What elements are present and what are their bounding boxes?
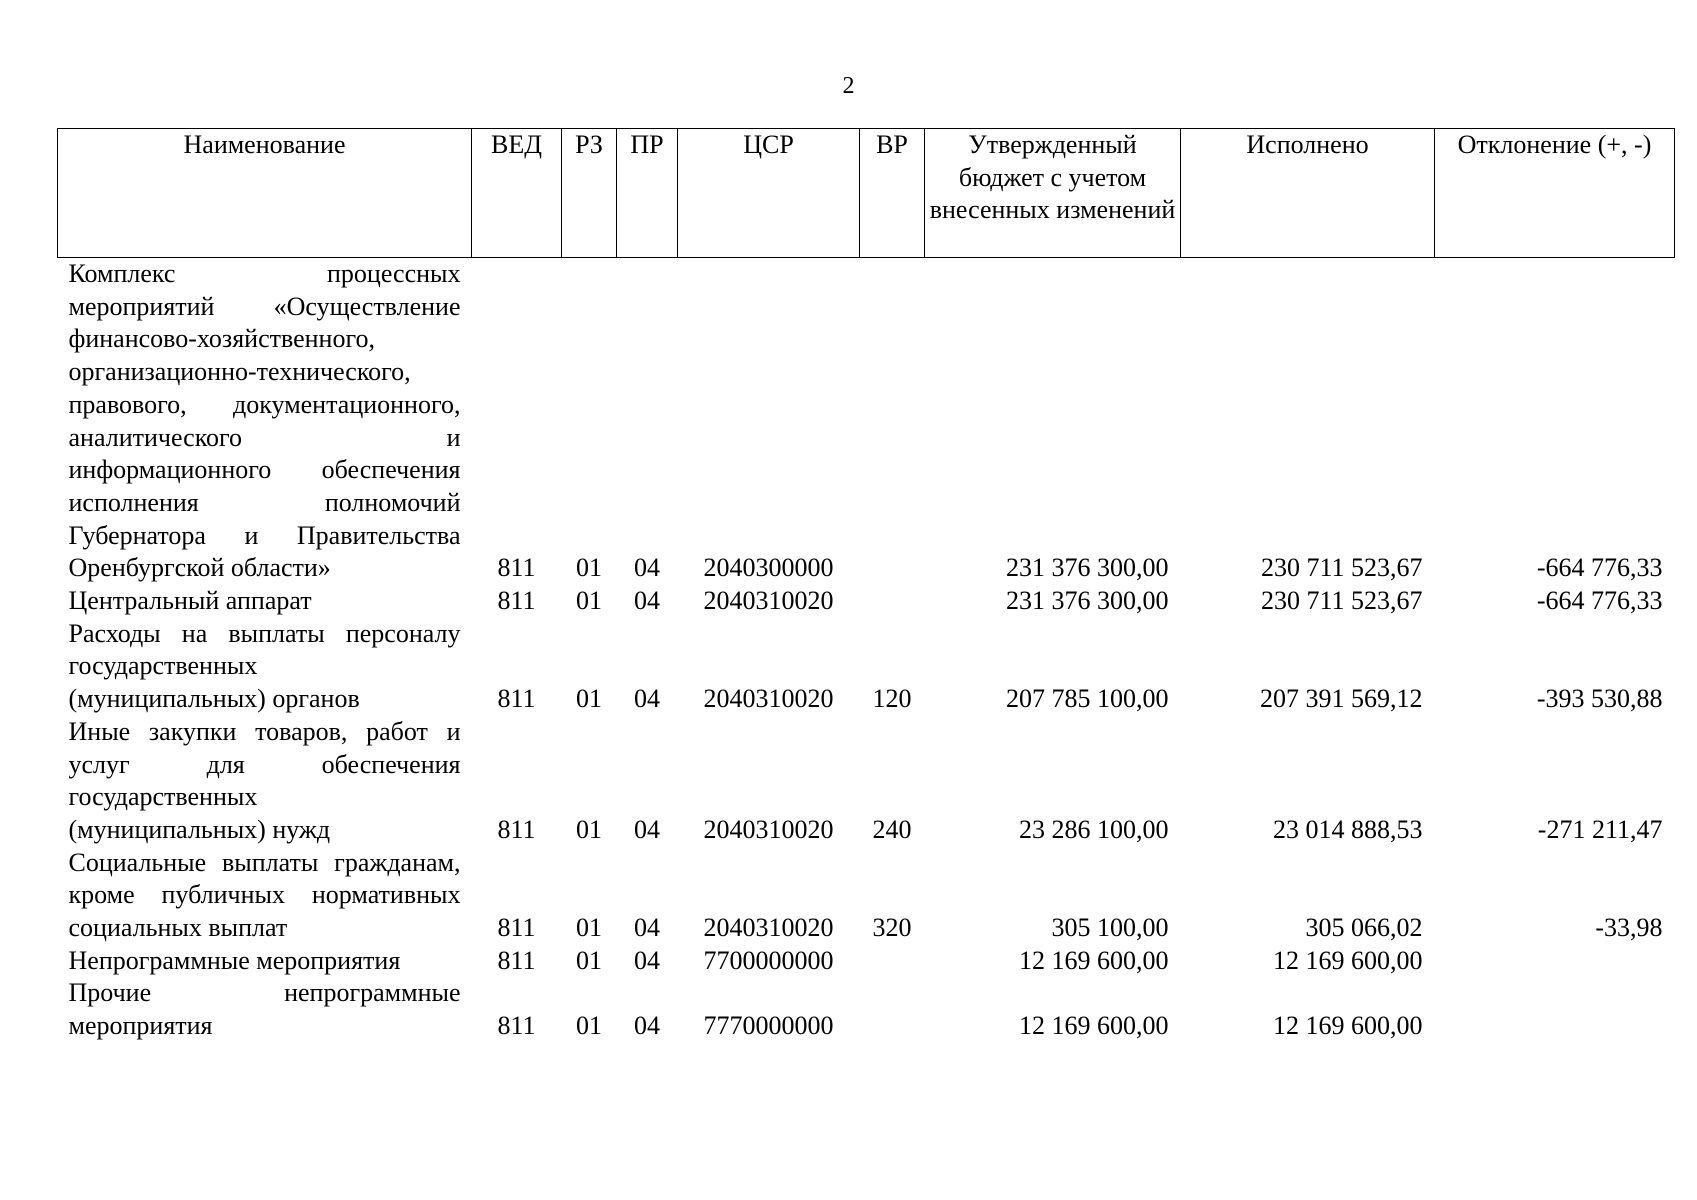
row-name: Непрограммные мероприятия (68, 945, 401, 975)
row-rz: 01 (576, 553, 602, 583)
header-executed: Исполнено (1181, 129, 1435, 258)
row-pr: 04 (634, 913, 660, 943)
table-header (58, 129, 1675, 258)
row-pr: 04 (634, 684, 660, 714)
row-csr: 2040310020 (703, 684, 834, 714)
row-deviation (1435, 977, 1675, 1042)
row-rz: 01 (576, 684, 602, 714)
row-csr: 2040310020 (703, 814, 834, 844)
row-pr: 04 (634, 553, 660, 583)
row-rz: 01 (576, 945, 602, 975)
table-row (58, 618, 1675, 716)
table-row (58, 977, 1675, 1042)
row-ved: 811 (497, 945, 536, 975)
row-executed: 12 169 600,00 (1273, 1011, 1423, 1041)
row-approved: 305 100,00 (1051, 913, 1169, 943)
row-ved: 811 (497, 1011, 536, 1041)
row-deviation: -33,98 (1595, 913, 1663, 943)
row-executed: 23 014 888,53 (1273, 814, 1423, 844)
row-approved: 231 376 300,00 (1006, 553, 1169, 583)
row-pr: 04 (634, 814, 660, 844)
row-rz: 01 (576, 586, 602, 616)
header-deviation: Отклонение (+, -) (1435, 129, 1675, 258)
header-ved: ВЕД (472, 129, 562, 258)
table-body (58, 258, 1675, 1043)
row-vr (860, 585, 925, 618)
row-rz: 01 (576, 1011, 602, 1041)
row-approved: 12 169 600,00 (1019, 945, 1169, 975)
table-row (58, 258, 1675, 586)
row-pr: 04 (634, 586, 660, 616)
row-vr (860, 258, 925, 586)
row-deviation: -664 776,33 (1536, 586, 1663, 616)
row-deviation: -664 776,33 (1536, 553, 1663, 583)
row-deviation: -271 211,47 (1537, 814, 1663, 844)
row-executed: 207 391 569,12 (1260, 684, 1423, 714)
row-approved: 12 169 600,00 (1019, 1011, 1169, 1041)
row-rz: 01 (576, 814, 602, 844)
row-deviation (1435, 945, 1675, 978)
row-ved: 811 (497, 913, 536, 943)
row-approved: 23 286 100,00 (1019, 814, 1169, 844)
header-vr: ВР (860, 129, 925, 258)
row-executed: 230 711 523,67 (1260, 553, 1423, 583)
row-deviation: -393 530,88 (1536, 684, 1663, 714)
row-csr: 2040300000 (703, 553, 834, 583)
row-name: Комплекс процессных мероприятий «Осуществление финансово-хозяйственного, организационно-технического, правового, документационного, аналитического и информационного обеспечения исполнения полномочий Губернатора и Правительства Оренбургской области» (68, 259, 461, 583)
row-name: Центральный аппарат (68, 586, 312, 616)
row-ved: 811 (497, 553, 536, 583)
row-vr (860, 977, 925, 1042)
row-pr: 04 (634, 1011, 660, 1041)
page-number: 2 (842, 73, 855, 99)
row-csr: 2040310020 (703, 913, 834, 943)
row-csr: 7700000000 (703, 945, 834, 975)
header-approved-budget: Утвержденный бюджет с учетом внесенных изменений (925, 129, 1181, 258)
table-row (58, 945, 1675, 978)
row-name: Расходы на выплаты персоналу государственных (муниципальных) органов (68, 618, 461, 714)
row-vr: 120 (872, 684, 912, 714)
row-pr: 04 (634, 945, 660, 975)
row-executed: 305 066,02 (1305, 913, 1423, 943)
row-executed: 230 711 523,67 (1260, 586, 1423, 616)
header-name: Наименование (58, 129, 472, 258)
table-row (58, 716, 1675, 847)
row-name: Иные закупки товаров, работ и услуг для обеспечения государственных (муниципальных) нужд (68, 716, 461, 844)
row-csr: 7770000000 (703, 1011, 834, 1041)
table-row (58, 847, 1675, 945)
header-pr: ПР (617, 129, 678, 258)
table-row (58, 585, 1675, 618)
row-rz: 01 (576, 913, 602, 943)
budget-execution-table (57, 128, 1675, 1043)
header-csr: ЦСР (678, 129, 860, 258)
row-csr: 2040310020 (703, 586, 834, 616)
row-vr: 320 (872, 913, 912, 943)
row-vr (860, 945, 925, 978)
header-rz: РЗ (562, 129, 617, 258)
row-name: Социальные выплаты гражданам, кроме публичных нормативных социальных выплат (68, 847, 461, 943)
header-row (58, 129, 1675, 258)
row-ved: 811 (497, 586, 536, 616)
row-approved: 231 376 300,00 (1006, 586, 1169, 616)
row-vr: 240 (872, 814, 912, 844)
row-ved: 811 (497, 814, 536, 844)
row-ved: 811 (497, 684, 536, 714)
row-name: Прочие непрограммные мероприятия (68, 978, 461, 1041)
row-executed: 12 169 600,00 (1273, 945, 1423, 975)
row-approved: 207 785 100,00 (1006, 684, 1169, 714)
